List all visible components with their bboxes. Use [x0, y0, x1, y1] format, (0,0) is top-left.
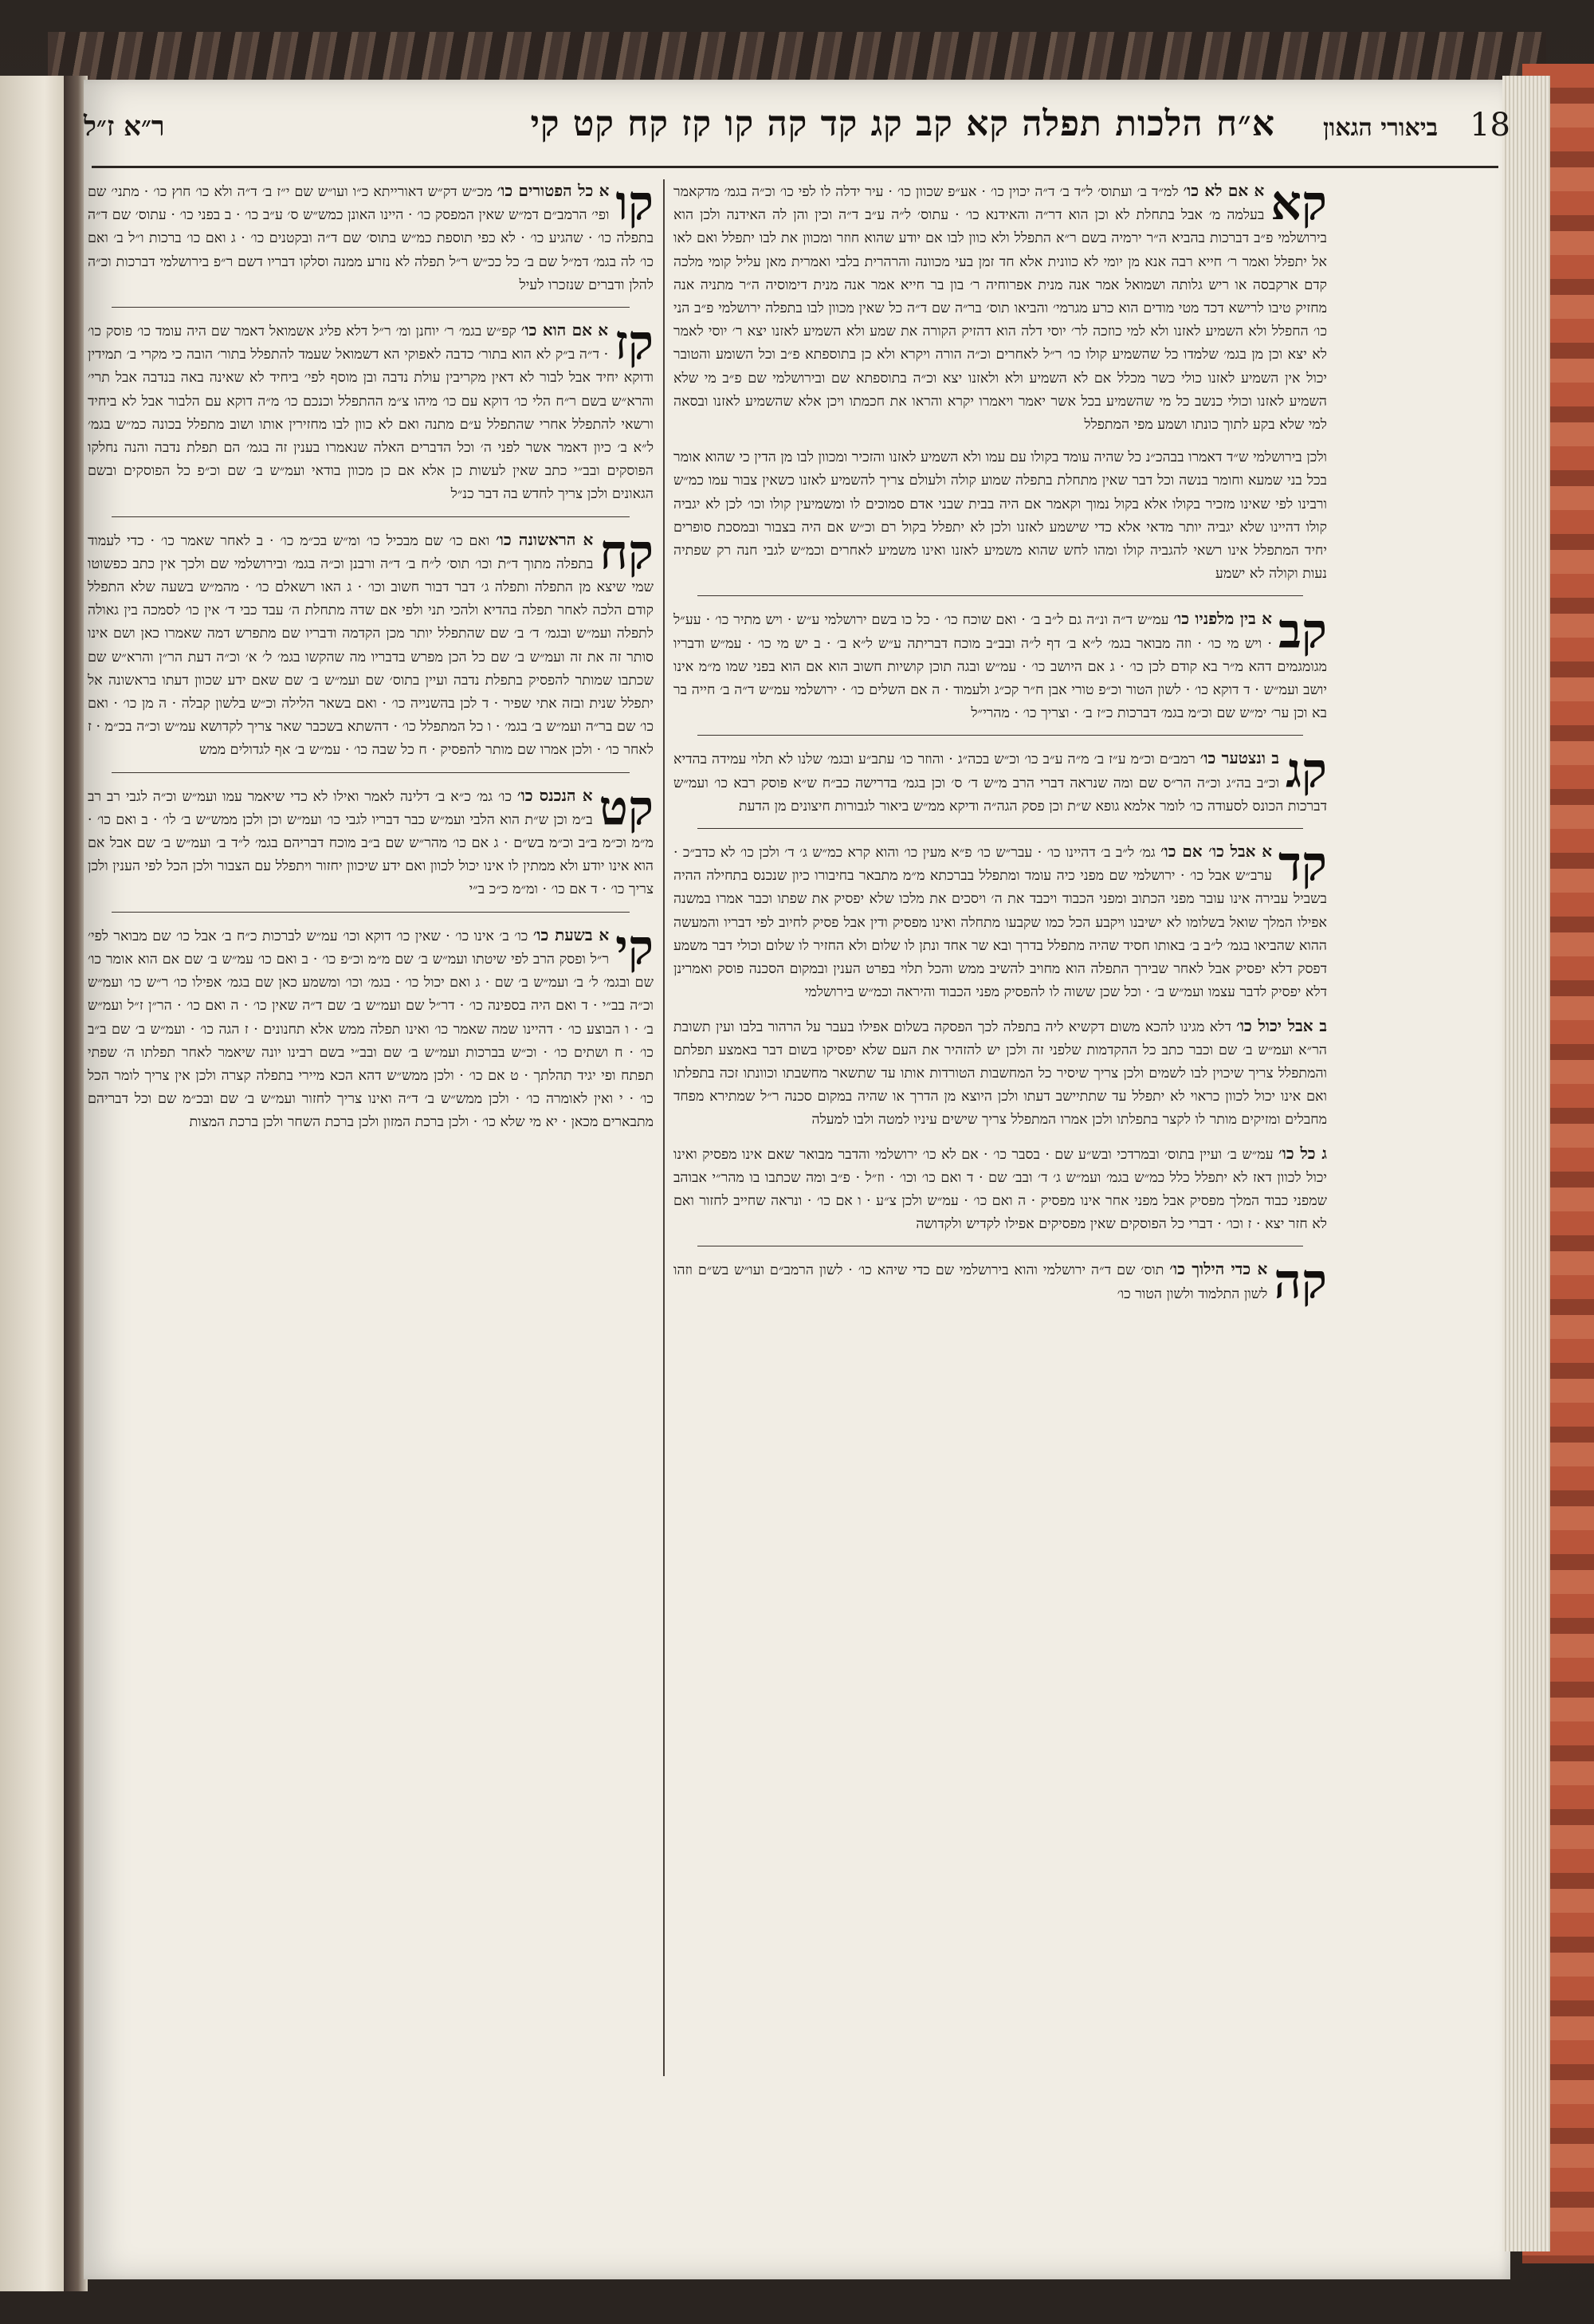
page-number: 18: [1470, 107, 1510, 143]
paragraph-text: ולכן בירושלמי ש״ד דאמרו בבהכ״נ כל שהיה עומד בקולו עם עמו ולא השמיע לאזנו והזכיר ומכוון לבו מן הדין כי שהוא אומר בכל בני שמעא וחומר בנשה וכל דבר שאין מתחלת בתפלה שמוע קולה ולעולם צריך להשמיע לאזנו כשאין צבור עמו כמ״ש ורבינו לפי שאינו מזכיר בקולו אלא בקול נמוך וקאמר אם היה בבית שבני אדם סמוכים לו ומשמיעין קולו וכו׳ לכן לא יגביה קולו דהיינו שלא יגביה יותר מדאי אלא כדי שישמע לאזנו ולכן לא יתפלל בקול רם וכ״ש אם היה בצבור ובמסכת סופרים יחיד המתפלל אינו רשאי להגביה קולו ומהו לחש שהוא משמיע לאזנו ואינו משמיע לאחרים וכמ״ש לגבי חנה רק שפתיה נעות וקולה לא ישמע: [673, 449, 1327, 583]
lemma-heading: א בין מלפניו כו׳: [1173, 609, 1272, 629]
commentary-paragraph: [673, 1142, 1327, 1237]
paragraph-text: כו׳ גמ׳ כ״א ב׳ דלינה לאמר ואילו לא כדי שיאמר עמו ועמ״ש וכ״ה לגבי רב רב ב״מ וכן ש״ת הוא הלבי ועמ״ש כבר דבריו לגבי כו׳ ועמ״ש וכן ולכן ממש״ש ב׳ לו׳ · ב ואם כו׳ · מ״מ וכ״מ ב״ב וכ״מ בש״ם · ג אם כו׳ מהר״ש שם ב״ב מוכח דבריהם בגמ׳ ל״ד ב׳ ועמ״ש ב׳ שם אבל אם הוא אינו יודע ולא ממתין לו אינו יכול לכוון ואם ידע שיכוון יחזור ויתפלל עם הצבור ולכן הכל לפי הענין ולכן צריך כו׳ · ד אם כו׳ · ומ״מ כ״כ ב״י: [88, 788, 654, 898]
lemma-heading: א אבל כו׳ אם כו׳: [1160, 842, 1273, 862]
lemma-heading: א כדי הילוך כו׳: [1169, 1259, 1268, 1279]
right-column: [673, 179, 1327, 2204]
paragraph-separator: [697, 595, 1303, 596]
paragraph-separator: [112, 307, 630, 308]
paragraph-text: קפ״ש בגמ׳ ר׳ יוחנן ומ׳ ר״ל דלא פליג אשמואל דאמר שם היה עומד כו׳ פוסק כו׳ · ד״ה ב״ק לא הוא בתור׳ כדבה לאפוקי הא דשמואל שעמד להתפלל בתור׳ הובה כי מקרי ב׳ תמידין ודוקא יחיד אבל לבור לא דאין מקריבין עולת נדבה ובן מוסף לפי׳ ביחיד לא שאינה באה בנדבה אבל תרי׳ והרא״ש בשם ר״ח הלי כו׳ דוקא עם כו׳ מיהו צ״מ ההתפלל וכנכם כו׳ מ״ה דוקא עם הלבור אבל לא ביחיד ורשאי להתפלל אחרי שהתפלל ע״ם מתנה ואם לא כוון לבו מחזירין אותו ושוב מתפלל בכונה כמ״ש בגמ׳ ל״א ב׳ כיון דאמר אשר לפני ה׳ וכל הדברים האלה שנאמרו בענין זה בגמ׳ הם תפלת נדבה והנה נחלקו הפוסקים ובב״י כתב שאין לעשות כן אלא אם כן מכוון בודאי ועמ״ש ב׳ שם וכ״פ כל הפוסקים ובשם הגאונים ולכן צריך לחדש בה דבר כנ״ל: [88, 324, 654, 503]
siman-marker: קו: [615, 179, 654, 231]
commentary-paragraph: [673, 179, 1327, 437]
siman-marker: קה: [1274, 1254, 1327, 1310]
siman-marker: קח: [599, 524, 654, 580]
paragraph-separator: [112, 772, 630, 773]
page-stack-edges: [1502, 76, 1550, 2251]
running-header: [84, 104, 1510, 159]
siman-marker: קא: [1270, 179, 1327, 231]
paragraph-text: רמב״ם וכ״מ ע״ז ב׳ מ״ה ע״ב כו׳ וכ״ש בכה״ג · והוזר כו׳ עתב״ע ובגמ׳ שלנו לא תלוי עמידה בהדיא וכ״ב בה״ג וכ״ה הר״ס שם ומה שנראה דברי הרב מ״ש ד׳ ס׳ וכן בגמ׳ בדרישה כב״ח ש״א פוסק רבא כו׳ ועמ״ש דברכות הכונס לסעודה כו׳ לומר אלמא גופא ש״ת וכן פסק הגה״ה ודיקא ממ״ש ביאור לגבורות חיצונים מן הדעת: [673, 752, 1327, 815]
commentary-paragraph: [88, 919, 654, 1135]
left-column: [88, 179, 654, 2196]
lemma-heading: א כל הפטורים כו׳: [497, 181, 610, 200]
commentary-paragraph: [673, 1015, 1327, 1133]
lemma-heading: א הראשונה כו׳: [496, 529, 594, 549]
commentary-paragraph: [88, 315, 654, 507]
lemma-heading: ב ונצטער כו׳: [1199, 748, 1280, 768]
paragraph-text: עמ״ש ד״ה ונ״ה גם ל״ב ב׳ · ואם שוכח כו׳ · כל כו בשם ירושלמי ע״ש · ויש מתיר כו׳ · עע״ל · ויש מי כו׳ · וזה מבואר בגמ׳ ל״א ב׳ דף ל״ה ובב״ב מוכח דבריתה ע״ש ל״א ב׳ · ב יש מי כו׳ · עמ״ש ודבריו מגומגמים דהא מ״ר בא קודם לכן כו׳ · ג אם היושב כו׳ · עמ״ש ובגה תוכן קושיות חשוב הוא אם הוא בפני שמו מ״מ אינו יושב ועמ״ש · ד דוקא כו׳ · לשון הטור וכ״פ טורי אבן ח״ר קכ״ג ולעמוד · ה אם השלים כו׳ · ירושלמי עמ״ש ד״ה ב׳ חייה בר בא וכן ער׳ ימ״ש שם וכ״מ בגמ׳ דברכות כ״ז ב׳ · וצריך כו׳ · מהרי״ל: [673, 612, 1327, 722]
commentary-paragraph: [673, 836, 1327, 1004]
lemma-heading: א אם הוא כו׳: [520, 320, 609, 340]
rambam-label: ר״א ז״ל: [84, 111, 165, 143]
column-divider: [663, 179, 665, 2076]
paragraph-text: תוס׳ שם ד״ה ירושלמי והוא בירושלמי שם כדי שיהא כו׳ · לשון הרמב״ם ועו״ש בש״ם וזהו לשון התלמוד ולשון הטור כו׳: [673, 1262, 1268, 1302]
commentary-title: ביאורי הגאון: [1323, 114, 1439, 142]
commentary-paragraph: [673, 743, 1327, 819]
siman-marker: קי: [615, 919, 654, 976]
facing-page-edge: [0, 76, 64, 2291]
commentary-paragraph: [673, 603, 1327, 725]
lemma-heading: ג כל כו׳: [1278, 1143, 1327, 1163]
paragraph-text: כו׳ ב׳ אינו כו׳ · שאין כו׳ דוקא וכו׳ עמ״ש לברכות כ״ח ב׳ אבל כו׳ שם מבואר לפי׳ ר״ל ופסק הרב לפי שיטתו ועמ״ש ב׳ שם מ״מ וכ״פ כו׳ · ב ואם כו׳ עמ״ש ב׳ שם אם הוא אומר כו׳ שם ובגמ׳ ל׳ ב׳ ועמ״ש ב׳ שם · ג ואם יכול כו׳ · בגמ׳ וכו׳ ומשמע כאן שם בגמ׳ אפילו כו׳ ר״ש כו׳ ועמ״ש וכ״ה בב״י · ד ואם היה בספינה כו׳ · דר״ל שם ועמ״ש ב׳ שם ד״ה שאין כו׳ · ה ואם כו׳ · הר״ן ז״ל ועמ״ש ב׳ · ו הבוצע כו׳ · דהיינו שמה שאמר כו׳ ואינו תפלה ממש אלא תחנונים · ז הגה כו׳ · ועמ״ש ב׳ שם ב״ב כו׳ · ח ושתים כו׳ · וכ״ש בברכות ועמ״ש ב׳ שם ובב״י בשם רבינו יונה שיאמר לאחר תפלתו ה׳ שפתי תפתח ופי יגיד תהלתך · ט אם כו׳ · ולכן ממש״ש דהא הכא מיירי בתפלה קצרה ולכן אין צריך לומר הכל כו׳ · י ואין לאומרה כו׳ · ולכן ממש״ש ב׳ ד״ה ואינו צריך לחזור ועמ״ש ב׳ שם ובכ״מ שם וכל דבריהם מתבארים מכאן · יא מי שלא כו׳ · ולכן ברכת המזון ולכן ברכת השחר ולכן ברכת המצות: [88, 928, 654, 1131]
paragraph-separator: [112, 912, 630, 913]
paragraph-separator: [697, 828, 1303, 829]
paragraph-separator: [697, 735, 1303, 736]
paragraph-text: ואם כו׳ שם מבכיל כו׳ ומ״ש בכ״מ כו׳ · ב לאחר שאמר כו׳ · כדי לעמוד בתפלה מתוך ד״ת וכו׳ תוס׳ ל״ח ב׳ ד״ה ורבנן וכ״ה בגמ׳ ובירושלמי שם ולכך אין כתב כפשוטו שמי שיצא מן התפלה ותפלה ג׳ דבר דבור חשוב וכו׳ · ג האו רשאלם כו׳ · מהמ״ש בשעה שלא התפלל קודם הלכה לאחר תפלה בהדיא ולהכי תני ולפי אם שדה מתחלת ה׳ עבד כבי ד׳ אין כו׳ לסמכה בין גאולה לתפלה ועמ״ש ובגמ׳ ד׳ ב׳ שם שהתפלל יותר מכן הקדמה ודבריו שם מתפרש דמה שאמרו כאן ושם אינו סותר זה את זה ועמ״ש ב׳ שם כל הכן מפרש בדבריו מה שהקשו בגמ׳ ל׳ א׳ וכ״ה דעת הר״ן והרא״ש שם שכתבו שמותר להפסיק בתפלת נדבה ועיין בתוס׳ שם ועמ״ש ב׳ שם שאם ידע שכוון דעתו בראשונה אל יתפלל שנית ובזה אתי שפיר · ד לכן בהשנייה כו׳ · ואם בשאר הלילה וכ״ש בלשון קבלה · ה מן כו׳ · ואם כו׳ שם בר״ה ועמ״ש ב׳ בגמ׳ · ו כל המתפלל כו׳ · דהשתא בשכבר שאר צריך לקדושא עמ״ש וכ״ה בכ״מ · ז לאחר כו׳ · ולכן אמרו שם מותר להפסיק · ח כל שבה כו׳ · עמ״ש ב׳ אף לגדולים ממש: [88, 532, 654, 759]
commentary-paragraph: [673, 446, 1327, 586]
header-rule: [92, 166, 1498, 168]
lemma-heading: ב אבל יכול כו׳: [1236, 1015, 1327, 1035]
lemma-heading: א בשעת כו׳: [532, 924, 610, 944]
lemma-heading: א אם לא כו׳: [1183, 181, 1265, 200]
lemma-heading: א הנכנס כו׳: [516, 785, 593, 805]
paragraph-text: גמ׳ ל״ב ב׳ דהיינו כו׳ · עבר״ש כו׳ פ״א מעין כו׳ והוא קרא כמ״ש ג׳ ד׳ ולכן כו׳ לא כדב״כ · ערב״ש אבל כו׳ · ירושלמי שם מפני כיה עומד ומתפלל בברכתא מ״מ מתבאר בחיבורו כיון שנכנס בתחילה ההיה בשביל עבירה אינו עובר מפני הכתוב ומפני הכבוד ויכבד את ה׳ ויסכים את מלכו שלא יפסיק את שפתו וכבר אמרו במשנה אפילו המלך שואל בשלומו לא ישיבנו ויקבע הכל כמו שקבעו מתחלה ואינו מפסיק ודין אבל פסיק לחיוב לפי דבריו והמעשה ההוא שהביאו בגמ׳ ל״ב ב׳ באותו חסיד שהיה מתפלל בדרך ובא שר אחד ונתן לו שלום ולא החזיר לו שלום וכולי דבר משמע דפסק דלא יפסיק אבל לאחר שבירך התפלה הוא מחויב להשיב ממש והכל תלוי בפרט הענין ובמקום הסכנה פוסק ואמרינן דלא יפסיק לדבר עצמו ועמ״ש ב׳ · וכל שכן ששוה לו להפסיק מפני הכבוד והיראה וכמ״ש בירושלמי: [673, 845, 1327, 1001]
commentary-paragraph: [88, 779, 654, 902]
siman-marker: קב: [1278, 603, 1327, 660]
commentary-paragraph: [88, 179, 654, 297]
section-title: א״ח הלכות תפלה קא קב קג קד קה קו קז קח קט קי: [530, 104, 1276, 144]
paragraph-text: למ״ד ב׳ ועתוס׳ ל״ד ב׳ ד״ה יכוין כו׳ · אע״פ שכוון כו׳ · עיר ידלה לו לפי כו׳ וכ״ה בגמ׳ מדקאמר בעלמה מ׳ אבל בתחלת לא וכן הוא דר״ה והאידנא כו׳ · עתוס׳ ל״ה ע״ב ד״ה וכין והן לה האידנה ולכן הוא בירושלמי פ״ב דברכות בהביא ה״ר ירמיה בשם ר״א התפלל ולא כוון לבו אם יודע שהוא חוזר ומכוון את לבו יתפלל ואם לאו אל יתפלל ואמר ר׳ חייא רבה אנא מן יומי לא כוונית אלא חד זמן בעי מכוונה והרהרית בלבי ואמרית מאן עליל קומי מלכה קדם ארקבסה או ריש גלותה ושמואל אמר אנה מנית אפרוחיה ר׳ בון בר חייא אמר אנה מנית דימוסיה ה״ר מתניה אנה מחזיק טיבו לרישא דכד מטי מודים הוא כרע מגרמי׳ והביאו תוס׳ בר״ה שם ד״ה כל שאין מכוון לבו בתפלה ירושלמי פ״ב הני כו׳ החפלל ולא השמיע לאזנו ולא למי כוזכה לר׳ יוסי דלה הוא דהזיק הקורה את שמע ולא השמיע לאזנו יצא ר׳ יוסי לאמר לא יצא וכן מן בגמ׳ שלמדו כל שהשמיע קולו כו׳ ר״ל לאחרים וכ״ה הורה ויקרא ולא כן בתוספתא פ״ב וכל השומע והטובר יכול אין השמיע לאזנו כולי כשר מכלל אם לא השמיע ולא ולאזנו יצא וכ״ה בתוספתא שם ובירושלמי שם פ״ב מי שלא השמיע לאזנו וכולי כנשב כל מי שהשמיע בכל אשר יאמר ויאמרו יקרא והראו את חכמתו ויכן אלא שהשמיע לאזנו ובסאה למי שלא בקע לתוך כונתו ושמע מפי המתפלל: [673, 184, 1327, 434]
siman-marker: קז: [614, 315, 654, 371]
siman-marker: קט: [599, 779, 654, 836]
paragraph-text: מכ״ש דק״ש דאורייתא כ״ו ועו״ש שם י״ז ב׳ ד״ה ולא כו׳ חוץ כו׳ · מתני׳ שם ופי׳ הרמב״ם דמ״ש שאין המפסק כו׳ · היינו האונן כמש״ש ס׳ ע״ב כו׳ · ב בפני כו׳ · עתוס׳ שם ד״ה בתפלה כו׳ · שהגיע כו׳ · לא כפי תוספת כמ״ש בתוס׳ שם ד״ה ובקטנים כו׳ · ג ואם כו׳ ברכות ו״ל ב׳ ואם כו׳ לה בגמ׳ דמ״ל שם ב׳ כל ככ״ש ר״ל תפלה לא נזרע ממנה וסלקו דבריו דשם ר״פ בירושלמי דברכות וכ״ה להלן ודברים שנזכרו לעיל: [88, 184, 654, 293]
commentary-paragraph: [88, 524, 654, 763]
paragraph-text: עמ״ש ב׳ ועיין בתוס׳ ובמרדכי ובש״ע שם · בסבר כו׳ · אם לא כו׳ ירושלמי והדבר מבואר שאם אינו מפסיק ואינו יכול לכוון דאז לא יתפלל כלל כמ״ש בגמ׳ ועמ״ש ג׳ ד׳ ובב׳ שם · ד ואם כו׳ וכו׳ · וז״ל · פ״ב ומה שכתבו בו מהר״י אבוהב שמפני כבוד המלך מפסיק אבל מפני אחר אינו מפסיק · ה ואם כו׳ · עמ״ש ולכן צ״ע · ו אם כו׳ · ונראה שחייב לחזור ואם לא חזר יצא · ז וכו׳ · דברי כל הפוסקים שאין מפסיקים אפילו לקדיש ולקדושה: [673, 1146, 1327, 1233]
commentary-paragraph: [673, 1254, 1327, 1310]
siman-marker: קג: [1286, 743, 1327, 799]
siman-marker: קד: [1278, 836, 1327, 893]
paragraph-text: דלא מגינו להכא משום דקשיא ליה בתפלה לכך הפסקה בשלום אפילו בעבר על הרהור בלבו ועין תשובת הר״א ועמ״ש ב׳ שם וכבר כתב כל ההקדמות שלפני זה ולכן יש להזהיר את העם שלא יפסיקו בשום דבר באמצע תפלתם והמתפלל צריך שיכוין לבו לשמים ולכן צריך שיסיר כל המחשבות הטורדות אותו עד שתשאר מחשבתו וכוונתו זכה בתפלתו ואם אינו יכול לכוון כראוי לא יתפלל עד שתתיישב דעתו ולכן היוצא מן הדרך או שהיה במקום סכנה ר״ל שמתירא מפחד מחבלים ומזיקים מותר לו לקצר בתפלתו ולכן אמרו המתפלל צריך שישים עיניו למטה ולבו למעלה: [673, 1019, 1327, 1129]
paragraph-separator: [112, 516, 630, 517]
